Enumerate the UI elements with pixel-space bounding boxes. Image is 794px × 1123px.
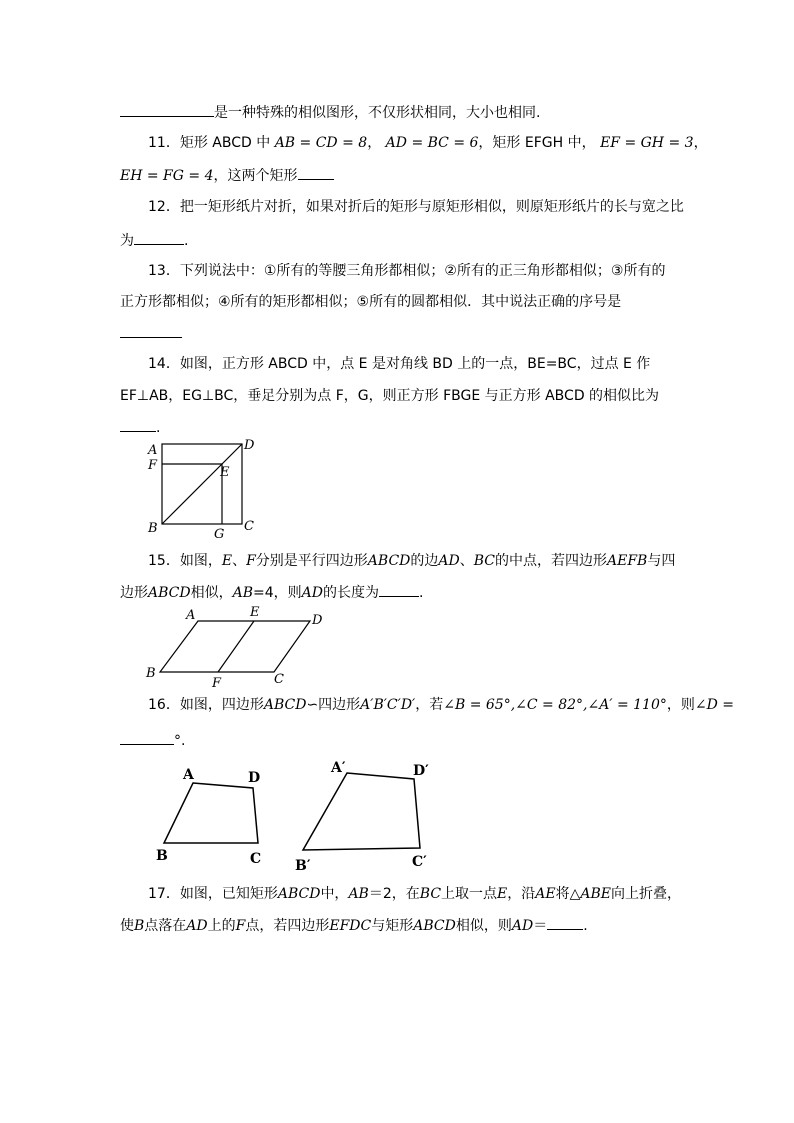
segment-ef: [218, 621, 254, 672]
q16-line2: °.: [120, 730, 185, 751]
q15-number: 15．: [148, 553, 180, 569]
q13-answer-blank[interactable]: [120, 323, 182, 338]
q12-number: 12．: [148, 199, 180, 215]
q16-number: 16．: [148, 697, 180, 713]
quad-abcd: [164, 783, 258, 843]
q15-answer-blank[interactable]: [379, 582, 419, 597]
label-g: G: [214, 527, 225, 542]
label-c: C: [274, 672, 284, 687]
q15-parallelogram-figure: [140, 605, 370, 690]
q12-line2: 为 .: [120, 230, 188, 251]
q14-number: 14．: [148, 356, 180, 372]
q17-answer-blank[interactable]: [547, 915, 583, 930]
q12-line1: 12．把一矩形纸片对折，如果对折后的矩形与原矩形相似，则原矩形纸片的长与宽之比: [148, 199, 684, 215]
q14-line3: .: [120, 417, 160, 438]
label-c-prime: C′: [412, 854, 427, 870]
q13-number: 13．: [148, 263, 180, 279]
q11-eq4: EH = FG = 4: [120, 168, 214, 184]
q17-number: 17．: [148, 886, 180, 902]
q16-line1: 16．如图，四边形ABCD∽四边形A′B′C′D′，若∠B = 65°,∠C = 82°,∠A′ = 110°，则∠D =: [148, 697, 734, 713]
q11-number: 11．: [148, 135, 180, 151]
q13-line3: [120, 323, 182, 344]
label-a: A: [148, 443, 158, 458]
q11-eq1: AB = CD = 8: [274, 135, 368, 151]
q14-answer-blank[interactable]: [120, 417, 156, 432]
q11-eq3: EF = GH = 3: [600, 135, 694, 151]
label-a-prime: A′: [331, 760, 346, 776]
label-d: D: [244, 438, 255, 453]
q10-line: 是一种特殊的相似图形，不仅形状相同，大小也相同.: [120, 102, 540, 123]
q12-answer-blank[interactable]: [134, 230, 184, 245]
q11-eq2: AD = BC = 6: [385, 135, 479, 151]
q15-line2: 边形ABCD相似，AB=4，则AD的长度为 .: [120, 582, 423, 603]
q10-answer-blank[interactable]: [120, 102, 214, 117]
q14-square-figure: [140, 436, 265, 542]
label-a: A: [183, 767, 194, 783]
label-b: B: [146, 666, 156, 681]
q15-line1: 15．如图，E、F分别是平行四边形ABCD的边AD、BC的中点，若四边形AEFB与四: [148, 553, 676, 569]
q11-answer-blank[interactable]: [298, 165, 334, 180]
q14-line1: 14．如图，正方形 ABCD 中，点 E 是对角线 BD 上的一点，BE=BC，过点 E 作: [148, 356, 651, 372]
q16-answer-blank[interactable]: [120, 730, 174, 745]
q11-line1: 11．矩形 ABCD 中 AB = CD = 8， AD = BC = 6，矩形 EFGH 中， EF = GH = 3，: [148, 135, 708, 151]
label-c: C: [244, 519, 254, 534]
label-d: D: [312, 613, 323, 628]
q14-line2: EF⊥AB，EG⊥BC，垂足分别为点 F，G，则正方形 FBGE 与正方形 ABCD 的相似比为: [120, 388, 660, 404]
parallelogram-abcd: [160, 621, 310, 672]
label-b: B: [148, 521, 158, 536]
q17-line1: 17．如图，已知矩形ABCD中，AB＝2，在BC上取一点E，沿AE将△ABE向上折叠，: [148, 886, 681, 902]
label-f: F: [148, 458, 158, 473]
label-c: C: [250, 851, 262, 867]
label-d: D: [248, 770, 261, 786]
q16-quadrilaterals-figure: [150, 758, 440, 873]
label-e: E: [220, 465, 230, 480]
label-a: A: [186, 608, 196, 623]
label-b: B: [156, 848, 168, 864]
q11-line2: EH = FG = 4，这两个矩形: [120, 165, 334, 186]
q17-line2: 使B点落在AD上的F点，若四边形EFDC与矩形ABCD相似，则AD＝ .: [120, 915, 588, 936]
label-f: F: [212, 676, 222, 691]
label-b-prime: B′: [295, 858, 311, 874]
label-d-prime: D′: [413, 763, 429, 779]
quad-a2b2c2d2: [303, 773, 420, 850]
diagonal-bd: [162, 444, 242, 524]
q13-line1: 13．下列说法中：①所有的等腰三角形都相似；②所有的正三角形都相似；③所有的: [148, 263, 666, 279]
label-e: E: [250, 605, 260, 620]
q13-line2: 正方形都相似；④所有的矩形都相似；⑤所有的圆都相似．其中说法正确的序号是: [120, 294, 622, 310]
